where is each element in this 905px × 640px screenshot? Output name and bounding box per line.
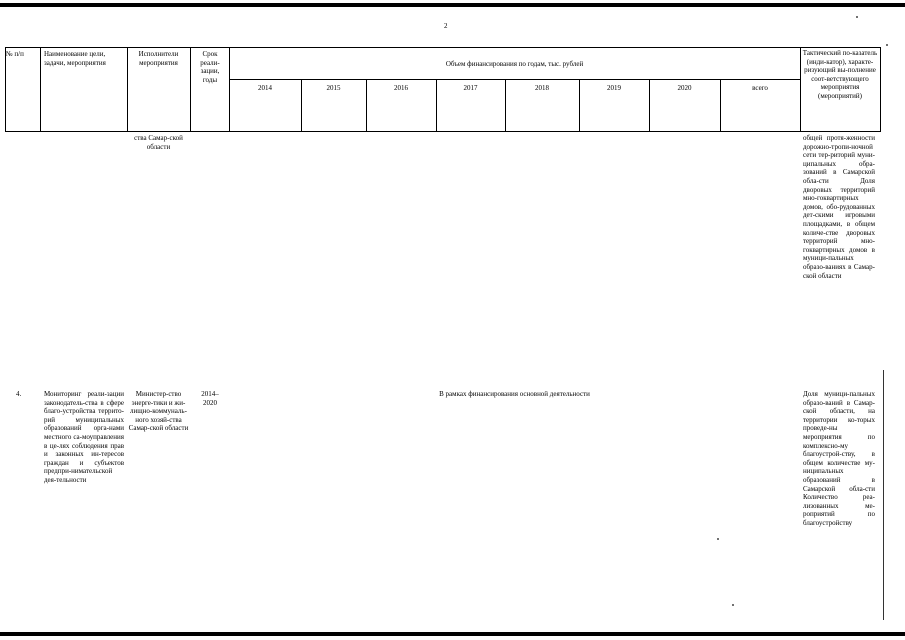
row4-name: Мониторинг реали-зации законодатель-ства в сфере благо-устройства террито-рий муниципальных образований орга-нами местного са-моуправления в це-лях соблюдения прав и законных ин-тересов граждан и субъектов предпри-нимательской дея-тельности (44, 390, 124, 484)
row4-term: 2014–2020 (201, 390, 219, 407)
year-2020: 2020 (677, 84, 692, 92)
col-line (40, 47, 41, 132)
continuation-executors: ства Самар-ской области (134, 134, 183, 151)
header-term: Срок реали-зации, годы (200, 50, 220, 84)
scan-speck (732, 604, 734, 606)
header-indicator: Тактический по-казатель (инди-катор), характе-ризующий вы-полнение соот-ветствующего мероприятия (мероприятий) (802, 49, 878, 100)
continuation-indicator: общей протя-женности дорожно-тропи-ночной сети тер-риторий муни-ципальных обра-зований в Самарской обла-сти Доля дворовых территорий мно-гоквартирных домов, обо-рудованных дет-скими игровыми площадками, в общем количе-стве дворовых территорий мно-гоквартирных домов в муници-пальных образо-ваниях в Самар-ской области (803, 134, 875, 280)
row4-number: 4. (16, 390, 22, 398)
scan-speck (717, 538, 719, 540)
header-name: Наименование цели, задачи, мероприятия (44, 50, 106, 67)
col-line (880, 47, 881, 132)
row4-executors: Министер-ство энерге-тики и жи-лищно-коммуналь-ного хозяй-ства Самар-ской области (128, 390, 189, 433)
scan-edge-line (883, 370, 884, 620)
year-2015: 2015 (326, 84, 341, 92)
year-2017: 2017 (463, 84, 478, 92)
funding-subheader-line (229, 79, 800, 80)
header-executors: Исполнители мероприятия (138, 50, 179, 67)
header-bottom-line (5, 131, 880, 132)
col-line (5, 47, 6, 132)
row4-indicator: Доля муници-пальных образо-ваний в Самар-ской области, на территории ко-торых проведе-ны мероприятия по комплексно-му благоустрой-ству, в общем количестве му-ниципальных образований в Самарской обла-сти Количество реа-лизованных ме-роприятий по благоустройству (803, 390, 875, 527)
bottom-border (0, 632, 905, 636)
year-2016: 2016 (394, 84, 408, 92)
header-funding: Объем финансирования по годам, тыс. рублей (445, 60, 584, 68)
header-number: № п/п (6, 50, 24, 58)
table-top-line (5, 47, 880, 48)
scan-speck (886, 44, 888, 46)
scan-speck (856, 16, 858, 18)
year-2019: 2019 (607, 84, 621, 92)
page-number: 2 (444, 22, 448, 30)
year-2018: 2018 (535, 84, 549, 92)
year-total: всего (752, 84, 768, 92)
year-2014: 2014 (258, 84, 272, 92)
row4-funding: В рамках финансирования основной деятельности (439, 390, 590, 398)
col-line (190, 47, 191, 132)
top-border (0, 3, 905, 7)
